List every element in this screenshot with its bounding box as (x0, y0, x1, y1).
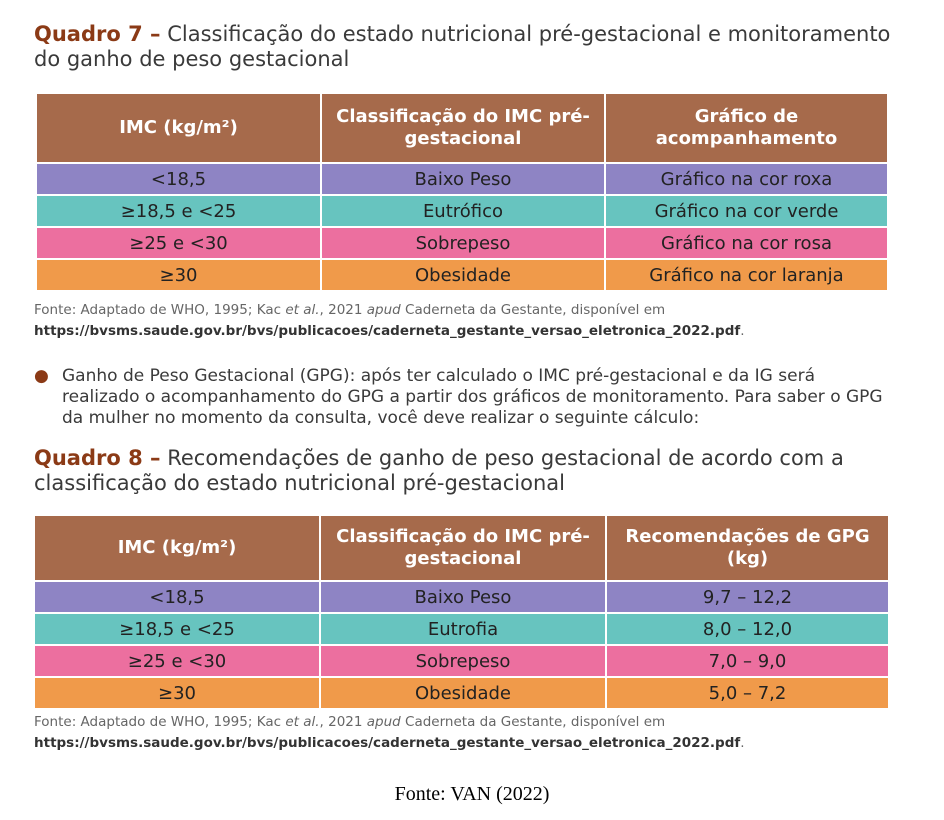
quadro7-source: Fonte: Adaptado de WHO, 1995; Kac et al., 2021 apud Caderneta da Gestante, disponível em https://bvsms.saude.gov.br/bvs/publicacoes/caderneta_gestante_versao_eletronica_2022.pdf. (34, 302, 745, 339)
quadro8-title (34, 446, 914, 496)
cell-classificacao: Eutrofia (320, 613, 606, 645)
table-row (36, 195, 888, 227)
quadro7-label: Quadro 7 – (34, 22, 161, 46)
header-classificacao: Classificação do IMC pré-gestacional (320, 515, 606, 581)
quadro7-title-text: Classificação do estado nutricional pré-gestacional e monitoramento do ganho de peso gestacional (34, 22, 891, 71)
source-link[interactable]: https://bvsms.saude.gov.br/bvs/publicacoes/caderneta_gestante_versao_eletronica_2022.pdf (34, 323, 741, 339)
cell-imc: <18,5 (36, 163, 321, 195)
table-row (36, 259, 888, 291)
header-grafico: Gráfico de acompanhamento (605, 93, 888, 163)
cell-grafico: Gráfico na cor laranja (605, 259, 888, 291)
cell-classificacao: Obesidade (321, 259, 605, 291)
cell-recomendacao: 9,7 – 12,2 (606, 581, 889, 613)
cell-recomendacao: 8,0 – 12,0 (606, 613, 889, 645)
figure-caption: Fonte: VAN (2022) (394, 783, 550, 805)
cell-recomendacao: 7,0 – 9,0 (606, 645, 889, 677)
cell-grafico: Gráfico na cor rosa (605, 227, 888, 259)
table-row (34, 613, 889, 645)
header-recomendacoes: Recomendações de GPG (kg) (606, 515, 889, 581)
cell-imc: ≥18,5 e <25 (34, 613, 320, 645)
table-row (34, 645, 889, 677)
cell-recomendacao: 5,0 – 7,2 (606, 677, 889, 709)
bullet-text: Ganho de Peso Gestacional (GPG): após ter calculado o IMC pré-gestacional e da IG será realizado o acompanhamento do GPG a partir dos gráficos de monitoramento. Para saber o GPG da mulher no momento da consulta, você deve realizar o seguinte cálculo: (62, 366, 883, 428)
cell-classificacao: Eutrófico (321, 195, 605, 227)
cell-imc: ≥18,5 e <25 (36, 195, 321, 227)
cell-classificacao: Sobrepeso (320, 645, 606, 677)
cell-grafico: Gráfico na cor roxa (605, 163, 888, 195)
table-row (36, 227, 888, 259)
header-imc: IMC (kg/m²) (36, 93, 321, 163)
cell-classificacao: Sobrepeso (321, 227, 605, 259)
table-header-row (36, 93, 888, 163)
bullet-paragraph (34, 366, 894, 429)
cell-imc: ≥25 e <30 (34, 645, 320, 677)
quadro7-table (35, 92, 889, 292)
cell-classificacao: Baixo Peso (321, 163, 605, 195)
source-link[interactable]: https://bvsms.saude.gov.br/bvs/publicacoes/caderneta_gestante_versao_eletronica_2022.pdf (34, 735, 741, 751)
cell-imc: <18,5 (34, 581, 320, 613)
cell-imc: ≥25 e <30 (36, 227, 321, 259)
quadro8-table (33, 514, 890, 710)
quadro8-label: Quadro 8 – (34, 446, 161, 470)
table-row (34, 581, 889, 613)
cell-grafico: Gráfico na cor verde (605, 195, 888, 227)
bullet-icon: ● (34, 366, 49, 386)
cell-imc: ≥30 (36, 259, 321, 291)
quadro7-title (34, 22, 914, 72)
table-header-row (34, 515, 889, 581)
table-row (34, 677, 889, 709)
cell-classificacao: Baixo Peso (320, 581, 606, 613)
cell-imc: ≥30 (34, 677, 320, 709)
cell-classificacao: Obesidade (320, 677, 606, 709)
header-imc: IMC (kg/m²) (34, 515, 320, 581)
table-row (36, 163, 888, 195)
quadro8-source: Fonte: Adaptado de WHO, 1995; Kac et al., 2021 apud Caderneta da Gestante, disponível em https://bvsms.saude.gov.br/bvs/publicacoes/caderneta_gestante_versao_eletronica_2022.pdf. (34, 714, 745, 751)
quadro8-title-text: Recomendações de ganho de peso gestacional de acordo com a classificação do estado nutricional pré-gestacional (34, 446, 844, 495)
header-classificacao: Classificação do IMC pré-gestacional (321, 93, 605, 163)
